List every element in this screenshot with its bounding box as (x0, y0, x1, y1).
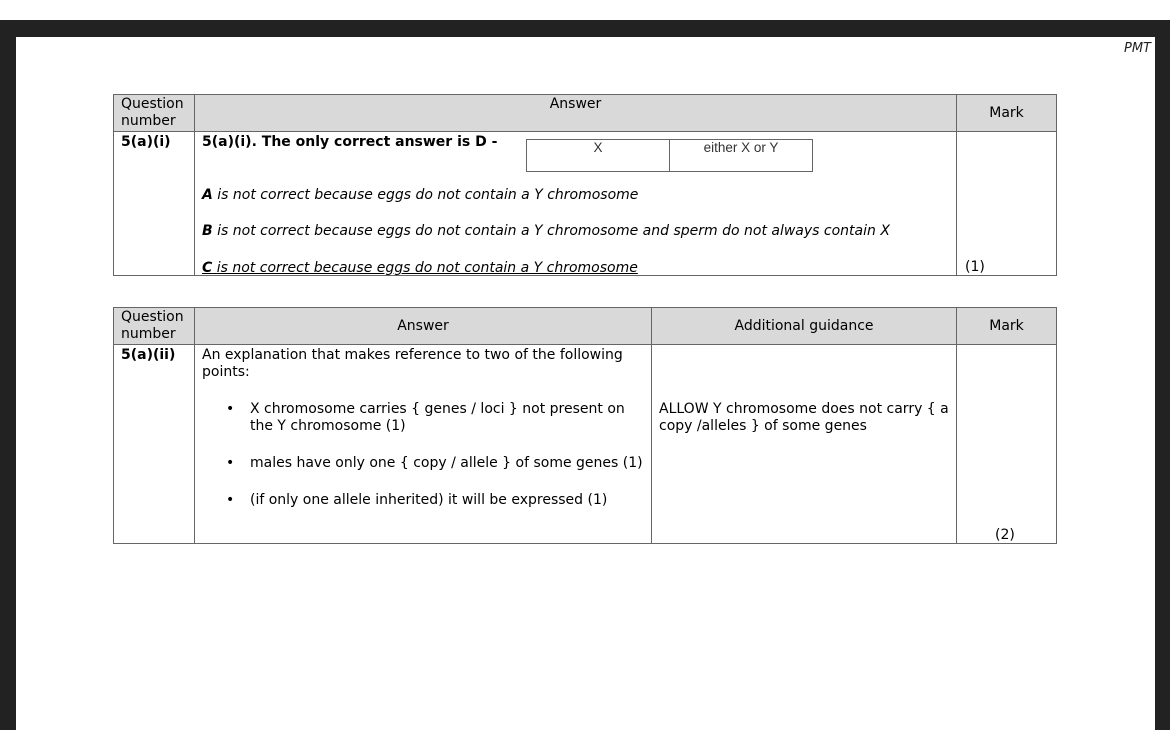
answer-point (202, 401, 648, 435)
bullet-icon: • (226, 455, 235, 471)
question-number: 5(a)(i) (114, 132, 195, 276)
question-number: 5(a)(ii) (114, 345, 195, 544)
explanation-c (202, 260, 638, 276)
header-mark: Mark (957, 95, 1057, 132)
mark-value: (1) (965, 259, 985, 275)
answer-option-table (526, 139, 813, 172)
header-answer: Answer (195, 95, 957, 132)
explanation-letter: B (202, 223, 213, 239)
mark-scheme-table-5aii (113, 307, 1057, 544)
option-cell-either: either X or Y (670, 140, 813, 172)
mark-cell (957, 132, 1057, 276)
answer-point-text: (if only one allele inherited) it will be expressed (1) (250, 492, 608, 508)
explanation-b (202, 223, 890, 239)
viewer-top-band (0, 20, 1170, 37)
explanation-text: is not correct because eggs do not contain a Y chromosome (217, 187, 639, 203)
answer-cell (195, 345, 652, 544)
guidance-cell (652, 345, 957, 544)
bullet-icon: • (226, 492, 235, 508)
explanation-letter: C (202, 260, 213, 276)
pmt-label: PMT (1124, 41, 1151, 56)
header-mark: Mark (957, 308, 1057, 345)
option-cell-x: X (527, 140, 670, 172)
answer-points-list (202, 401, 648, 509)
answer-point (202, 455, 648, 472)
explanation-text: is not correct because eggs do not contain a Y chromosome and sperm do not always contain X (217, 223, 890, 239)
document-page (16, 37, 1155, 730)
explanation-a (202, 187, 638, 203)
answer-cell (195, 132, 957, 276)
answer-intro: An explanation that makes reference to two of the following points: (202, 347, 623, 380)
mark-value: (2) (995, 527, 1015, 543)
viewer-right-border (1155, 20, 1170, 730)
explanation-letter: A (202, 187, 213, 203)
answer-stem: 5(a)(i). The only correct answer is D - (202, 134, 498, 150)
top-margin (0, 0, 1170, 20)
explanation-text: is not correct because eggs do not contain a Y chromosome (216, 260, 638, 276)
guidance-text: ALLOW Y chromosome does not carry { a copy /alleles } of some genes (659, 401, 949, 434)
header-question-number: Question number (114, 308, 195, 345)
mark-scheme-table-5ai (113, 94, 1057, 276)
answer-point (202, 492, 648, 509)
header-answer: Answer (195, 308, 652, 345)
bullet-icon: • (226, 401, 235, 417)
answer-point-text: X chromosome carries { genes / loci } not present on the Y chromosome (1) (250, 401, 625, 434)
header-additional-guidance: Additional guidance (652, 308, 957, 345)
header-question-number: Question number (114, 95, 195, 132)
mark-cell (957, 345, 1057, 544)
viewer-left-border (0, 20, 16, 730)
answer-point-text: males have only one { copy / allele } of some genes (1) (250, 455, 643, 471)
